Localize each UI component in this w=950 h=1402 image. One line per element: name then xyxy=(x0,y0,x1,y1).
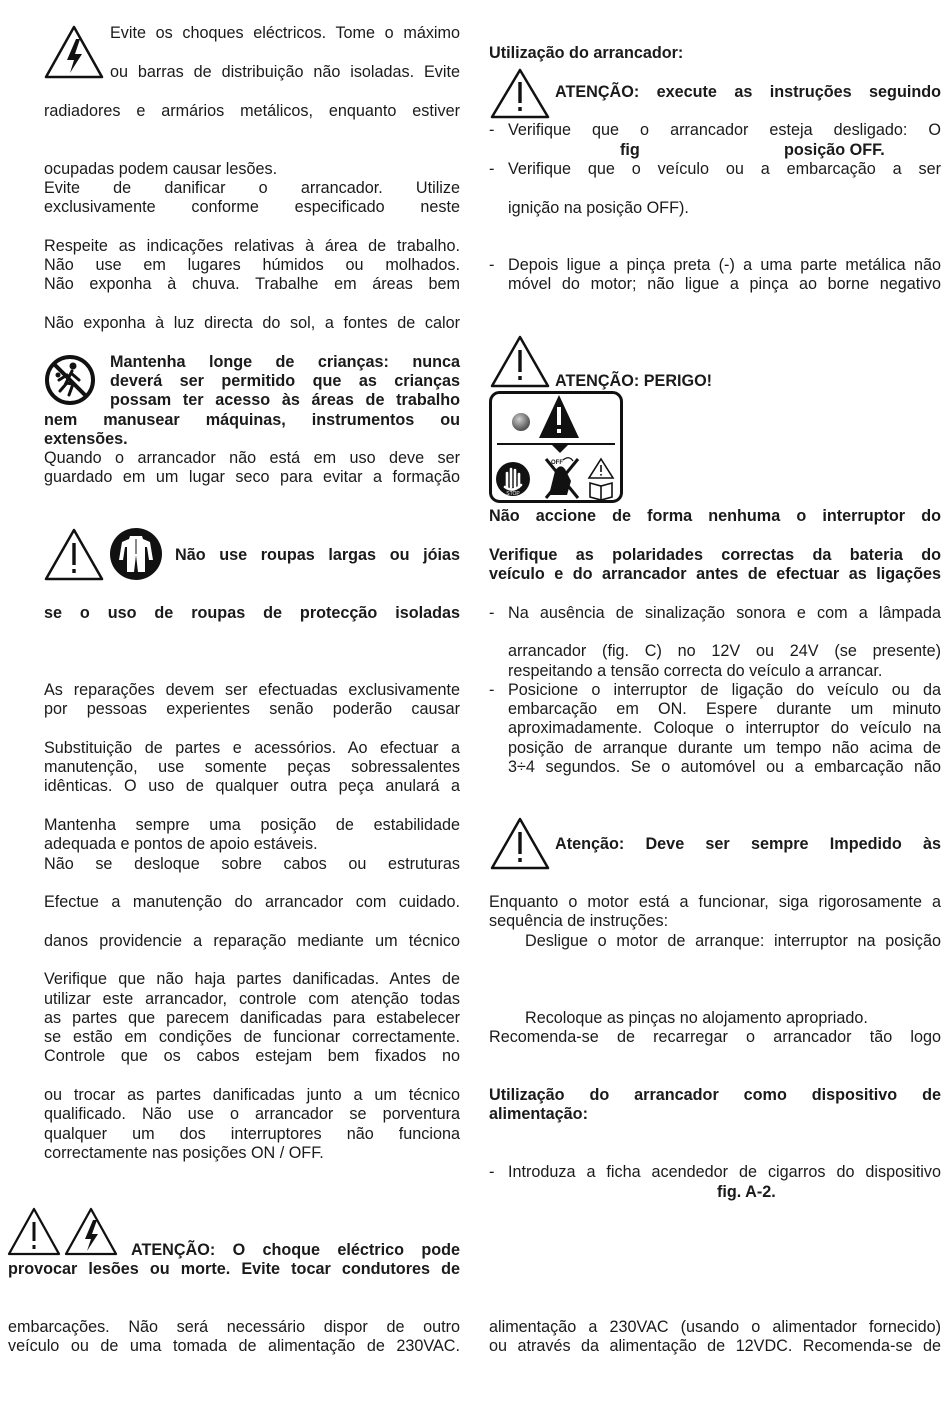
list-bullet: - xyxy=(489,256,495,274)
text-line: guardado em um lugar seco para evitar a formação xyxy=(44,468,460,486)
text-line: se o uso de roupas de protecção isoladas xyxy=(44,604,460,622)
text-line: extensões. xyxy=(44,430,128,448)
text-line: Não use em lugares húmidos ou molhados. xyxy=(44,256,460,274)
text-line: móvel do motor; não ligue a pinça ao borne negativo xyxy=(508,275,941,293)
text-line: Não use roupas largas ou jóias xyxy=(175,546,460,564)
text-line: qualquer um dos interruptores não funciona xyxy=(44,1125,460,1143)
text-line: posição OFF. xyxy=(784,141,885,159)
text-line: Atenção: Deve ser sempre Impedido às xyxy=(555,835,941,853)
section-heading: Utilização do arrancador: xyxy=(489,44,684,62)
text-line: Respeite as indicações relativas à área de trabalho. xyxy=(44,237,460,255)
text-line: Recoloque as pinças no alojamento apropriado. xyxy=(525,1009,868,1027)
warning-triangle-icon xyxy=(489,68,551,120)
text-line: possam ter acesso às áreas de trabalho xyxy=(110,391,460,409)
text-line: veículo ou de uma tomada de alimentação de 230VAC. xyxy=(8,1337,460,1355)
section-heading: alimentação: xyxy=(489,1105,588,1123)
text-line: Verifique as polaridades correctas da bateria do xyxy=(489,546,941,564)
text-line: Evite os choques eléctricos. Tome o máximo xyxy=(110,24,460,42)
text-line: Recomenda-se de recarregar o arrancador tão logo xyxy=(489,1028,941,1046)
text-line: Efectue a manutenção do arrancador com cuidado. xyxy=(44,893,460,911)
text-line: Mantenha sempre uma posição de estabilidade xyxy=(44,816,460,834)
text-line: nem manusear máquinas, instrumentos ou xyxy=(44,411,460,429)
text-line: por pessoas experientes senão poderão causar xyxy=(44,700,460,718)
text-line: Não exponha à luz directa do sol, a fontes de calor xyxy=(44,314,460,332)
text-line: ou através da alimentação de 12VDC. Recomenda-se de xyxy=(489,1337,941,1355)
list-bullet: - xyxy=(489,160,495,178)
text-line: respeitando a tensão correcta do veículo a arrancar. xyxy=(508,662,883,680)
text-line: ocupadas podem causar lesões. xyxy=(44,160,278,178)
text-line: As reparações devem ser efectuadas exclusivamente xyxy=(44,681,460,699)
text-line: alimentação a 230VAC (usando o alimentador fornecido) xyxy=(489,1318,941,1336)
text-line: utilizar este arrancador, controle com atenção todas xyxy=(44,990,460,1008)
text-line: Na ausência de sinalização sonora e com a lâmpada xyxy=(508,604,941,622)
no-children-icon xyxy=(43,353,97,407)
list-bullet: - xyxy=(489,1163,495,1181)
off-label: OFF xyxy=(551,460,563,466)
text-line: ignição na posição OFF). xyxy=(508,199,689,217)
text-line: Desligue o motor de arranque: interruptor na posição xyxy=(525,932,941,950)
text-line: fig xyxy=(620,141,640,159)
text-line: sequência de instruções: xyxy=(489,912,669,930)
text-line: ATENÇÃO: execute as instruções seguindo xyxy=(555,83,941,101)
danger-sign-panel-icon xyxy=(489,391,623,503)
text-line: 3÷4 segundos. Se o automóvel ou a embarcação não xyxy=(508,758,941,776)
text-line: Verifique que não haja partes danificadas. Antes de xyxy=(44,970,460,988)
list-bullet: - xyxy=(489,604,495,622)
text-line: Introduza a ficha acendedor de cigarros do dispositivo xyxy=(508,1163,941,1181)
electric-shock-icon xyxy=(43,24,105,80)
text-line: Posicione o interruptor de ligação do veículo ou da xyxy=(508,681,941,699)
text-line: aproximadamente. Coloque o interruptor do veículo na xyxy=(508,719,941,737)
text-line: ATENÇÃO: O choque eléctrico pode xyxy=(131,1241,460,1259)
warning-triangle-icon xyxy=(489,817,551,871)
text-line: correctamente nas posições ON / OFF. xyxy=(44,1144,324,1162)
text-line: Não accione de forma nenhuma o interruptor do xyxy=(489,507,941,525)
text-line: radiadores e armários metálicos, enquanto estiver xyxy=(44,102,460,120)
text-line: se estão em condições de funcionar correctamente. xyxy=(44,1028,460,1046)
text-line: Verifique que o veículo ou a embarcação a ser xyxy=(508,160,941,178)
text-line: Mantenha longe de crianças: nunca xyxy=(110,353,460,371)
electric-shock-icon xyxy=(64,1207,118,1257)
text-line: provocar lesões ou morte. Evite tocar condutores de xyxy=(8,1260,460,1278)
text-line: Depois ligue a pinça preta (-) a uma parte metálica não xyxy=(508,256,941,274)
text-line: as partes que parecem danificadas para estabelecer xyxy=(44,1009,460,1027)
warning-triangle-icon xyxy=(489,335,551,389)
text-line: arrancador (fig. C) no 12V ou 24V (se presente) xyxy=(508,642,941,660)
text-line: Substituição de partes e acessórios. Ao efectuar a xyxy=(44,739,460,757)
text-line: posição de arranque durante um tempo não acima de xyxy=(508,739,941,757)
text-line: ATENÇÃO: PERIGO! xyxy=(555,372,713,390)
text-line: Controle que os cabos estejam bem fixados no xyxy=(44,1047,460,1065)
text-line: fig. A-2. xyxy=(717,1183,776,1201)
text-line: Não se desloque sobre cabos ou estruturas xyxy=(44,855,460,873)
text-line: Evite de danificar o arrancador. Utilize xyxy=(44,179,460,197)
protective-suit-icon xyxy=(109,527,163,581)
text-line: Enquanto o motor está a funcionar, siga rigorosamente a xyxy=(489,893,941,911)
text-line: exclusivamente conforme especificado neste xyxy=(44,198,460,216)
list-bullet: - xyxy=(489,121,495,139)
text-line: ou trocar as partes danificadas junto a um técnico xyxy=(44,1086,460,1104)
text-line: idênticas. O uso de qualquer outra peça anulará a xyxy=(44,777,460,795)
text-line: Verifique que o arrancador esteja desligado: O xyxy=(508,121,941,139)
text-line: veículo e do arrancador antes de efectuar as ligações xyxy=(489,565,941,583)
stop-label: STOP xyxy=(506,491,520,497)
text-line: danos providencie a reparação mediante um técnico xyxy=(44,932,460,950)
text-line: ou barras de distribuição não isoladas. Evite xyxy=(110,63,460,81)
text-line: Não exponha à chuva. Trabalhe em áreas bem xyxy=(44,275,460,293)
text-line: embarcações. Não será necessário dispor de outro xyxy=(8,1318,460,1336)
warning-triangle-icon xyxy=(43,528,105,582)
list-bullet: - xyxy=(489,681,495,699)
text-line: manutenção, use somente peças sobressalentes xyxy=(44,758,460,776)
section-heading: Utilização do arrancador como dispositivo de xyxy=(489,1086,941,1104)
text-line: adequada e pontos de apoio estáveis. xyxy=(44,835,318,853)
text-line: Quando o arrancador não está em uso deve ser xyxy=(44,449,460,467)
text-line: deverá ser permitido que as crianças xyxy=(110,372,460,390)
text-line: qualificado. Não use o arrancador se porventura xyxy=(44,1105,460,1123)
warning-triangle-icon xyxy=(7,1207,61,1257)
text-line: embarcação em ON. Espere durante um minuto xyxy=(508,700,941,718)
